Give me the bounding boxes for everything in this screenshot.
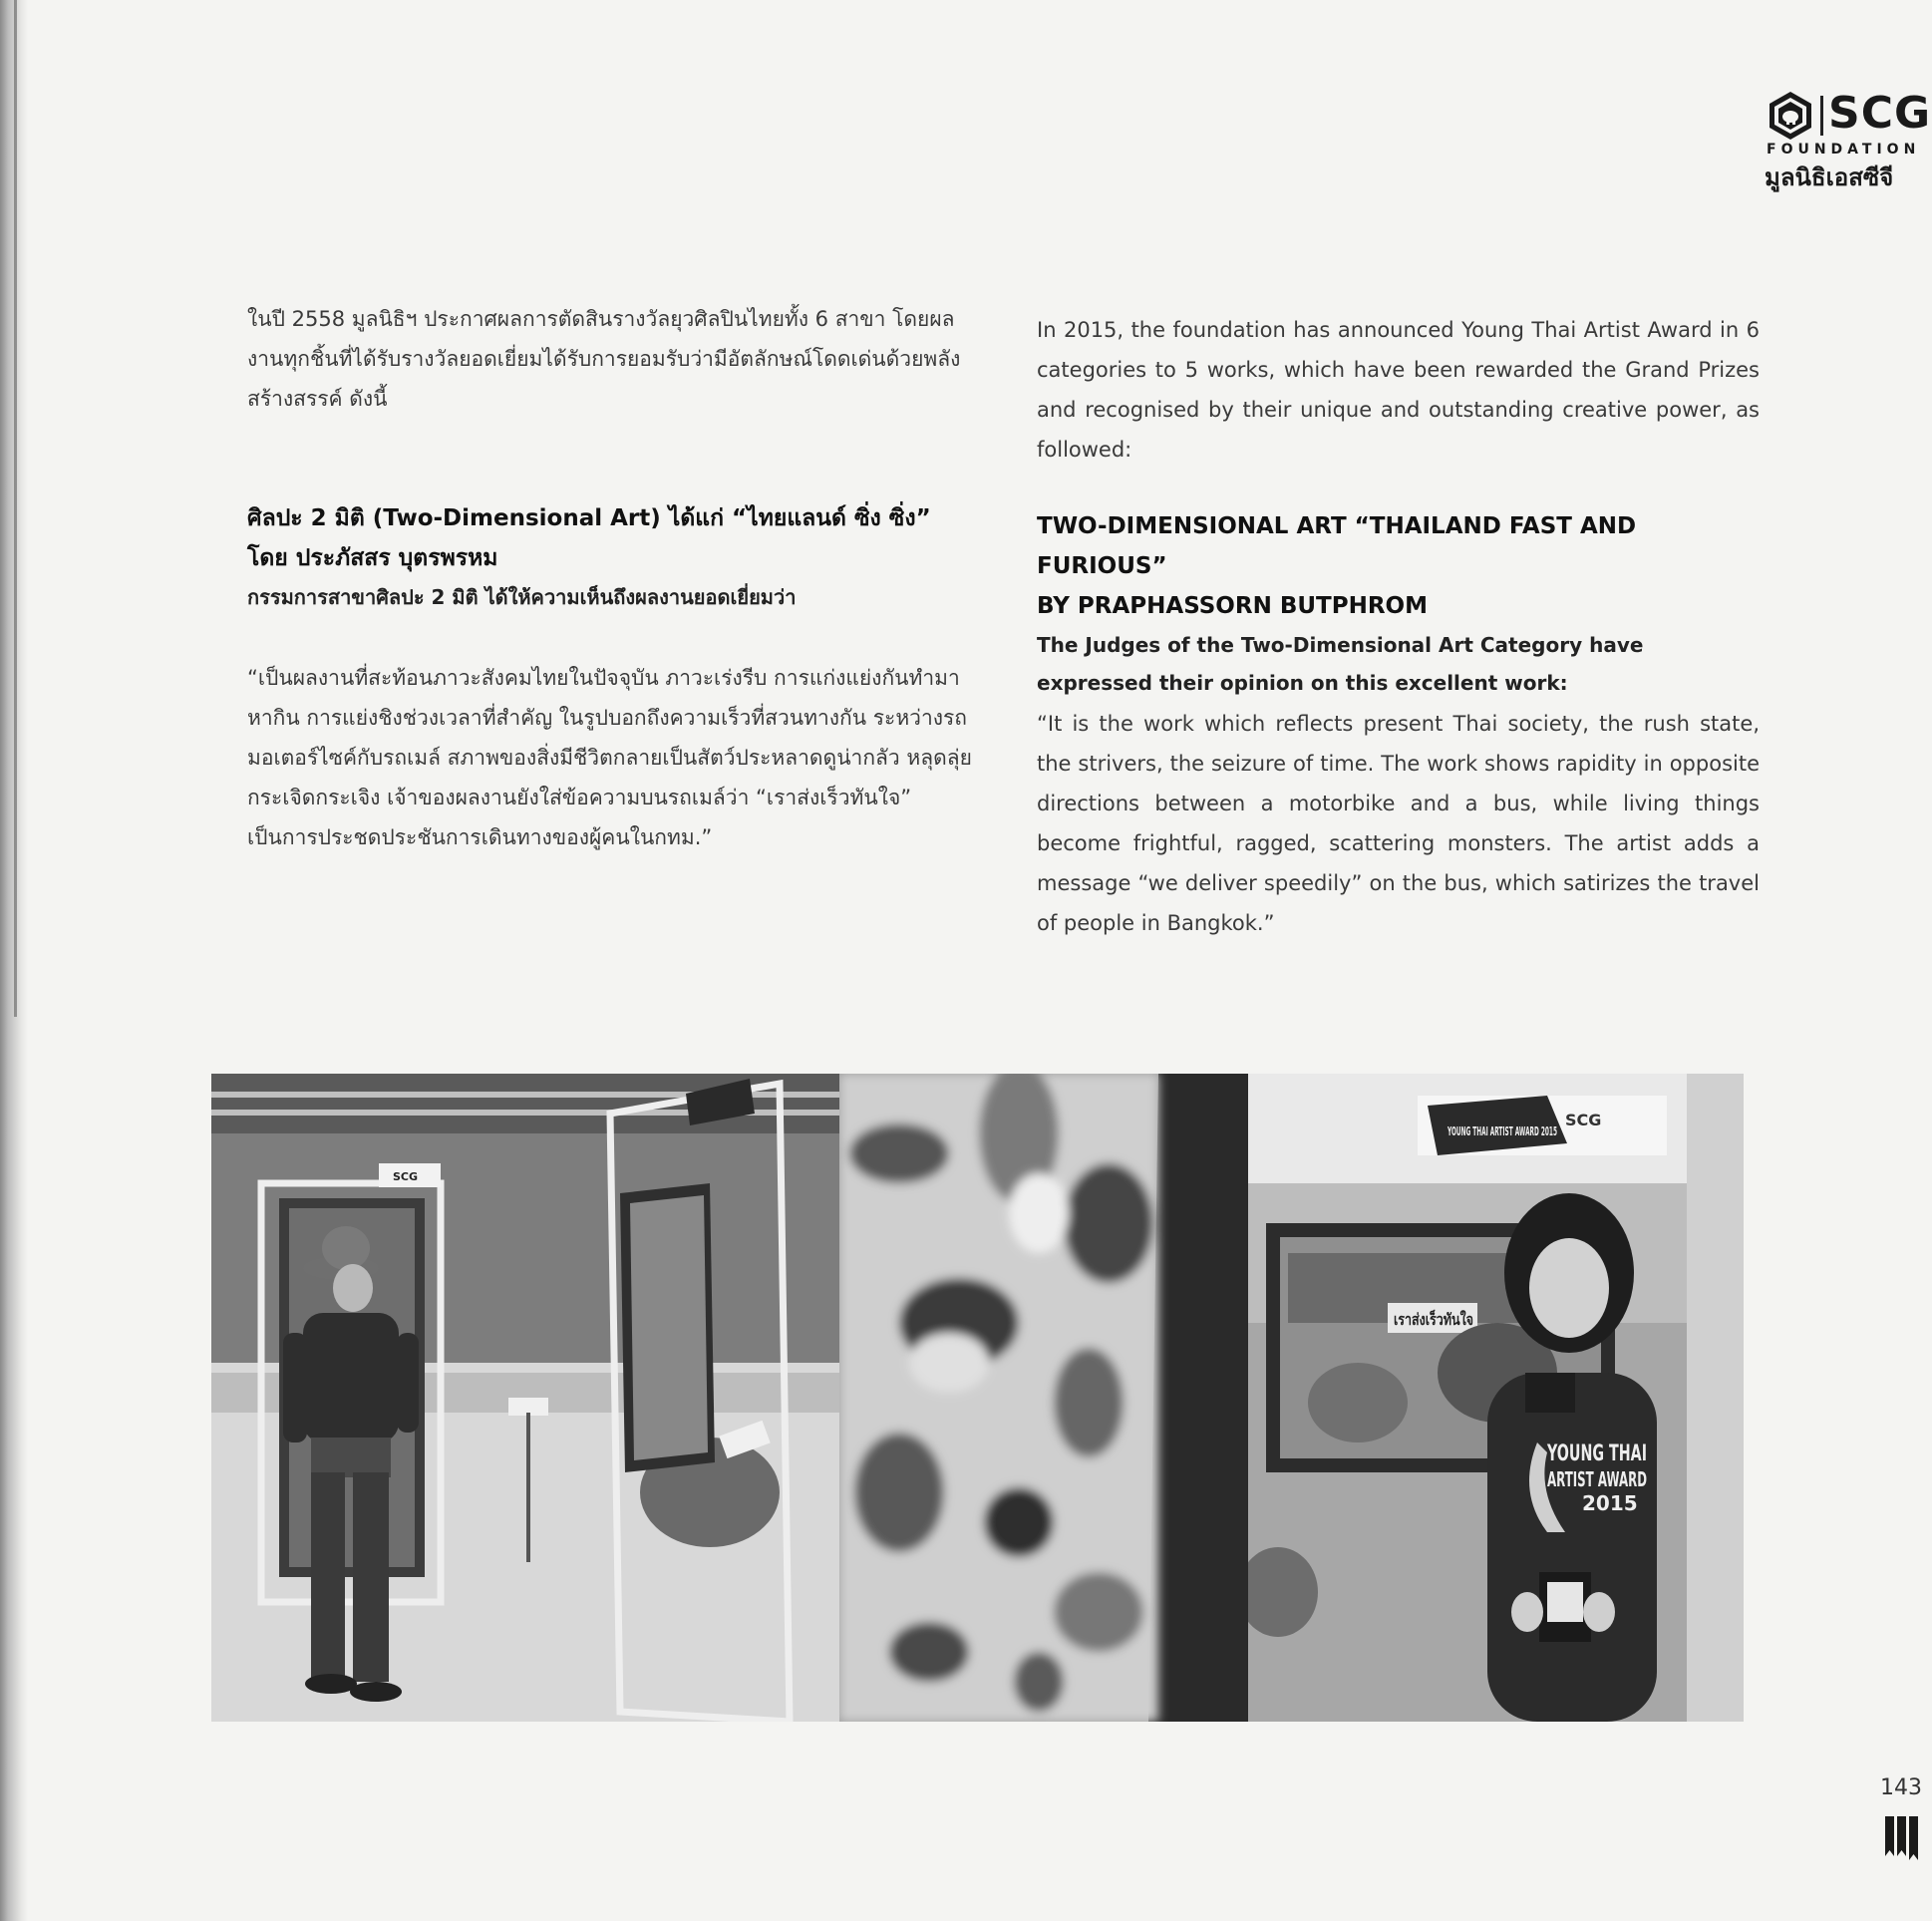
photo-strip: [211, 1074, 1744, 1722]
photo3-shirt-year: 2015: [1582, 1491, 1638, 1515]
english-subheading: The Judges of the Two-Dimensional Art Category have expressed their opinion on this excellent work:: [1037, 633, 1644, 695]
photo-artist-with-award: [1248, 1074, 1744, 1722]
logo-foundation-text: FOUNDATION: [1767, 142, 1921, 158]
english-intro-block: [1037, 310, 1760, 470]
photo3-banner-brand: SCG: [1565, 1111, 1602, 1129]
english-quote-block: [1037, 704, 1760, 943]
english-heading-block: [1037, 506, 1760, 702]
photo3-shirt-line1: YOUNG THAI: [1546, 1441, 1647, 1466]
english-quote-paragraph: “It is the work which reflects present Thai society, the rush state, the strivers, the seizure of time. The work shows rapidity in opposite directions between a motorbike and a bus, while living things become frightful, ragged, scattering monsters. The artist adds a message “we deliver speedily” on the bus, which satirizes the travel of people in Bangkok.”: [1037, 712, 1760, 935]
thai-heading-line2: โดย ประภัสสร บุตรพรหม: [247, 545, 498, 571]
logo-divider: [1820, 96, 1823, 136]
thai-subheading: กรรมการสาขาศิลปะ 2 มิติ ได้ให้ความเห็นถึงผลงานยอดเยี่ยมว่า: [247, 585, 797, 609]
page-number: 143: [1880, 1775, 1922, 1800]
thai-quote-block: [247, 658, 985, 857]
photo-exhibition-visitor: [211, 1074, 839, 1722]
page-corner-mark-icon: [1885, 1816, 1919, 1860]
thai-quote-paragraph: “เป็นผลงานที่สะท้อนภาวะสังคมไทยในปัจจุบัน ภาวะเร่งรีบ การแก่งแย่งกันทำมาหากิน การแย่งชิงช่วงเวลาที่สำคัญ ในรูปบอกถึงความเร็วที่สวนทางกัน ระหว่างรถมอเตอร์ไซค์กับรถเมล์ สภาพของสิ่งมีชีวิตกลายเป็นสัตว์ประหลาดดูน่ากลัว หลุดลุ่ย กระเจิดกระเจิง เจ้าของผลงานยังใส่ข้อความบนรถเมล์ว่า “เราส่งเร็วทันใจ” เป็นการประชดประชันการเดินทางของผู้คนในกทม.”: [247, 666, 972, 849]
logo-scg-text: SCG: [1828, 88, 1932, 139]
thai-heading-line1: ศิลปะ 2 มิติ (Two-Dimensional Art) ได้แก่ “ไทยแลนด์ ซิ่ง ซิ่ง”: [247, 505, 931, 531]
thai-heading-block: [247, 498, 985, 616]
english-intro-paragraph: In 2015, the foundation has announced Young Thai Artist Award in 6 categories to 5 works, which have been rewarded the Grand Prizes and recognised by their unique and outstanding creative power, as followed:: [1037, 318, 1760, 462]
english-heading-line1: TWO-DIMENSIONAL ART “THAILAND FAST AND FURIOUS”: [1037, 513, 1637, 579]
photo1-sign-text: SCG: [393, 1170, 419, 1183]
logo-thai-text: มูลนิธิเอสซีจี: [1765, 163, 1894, 191]
scg-foundation-logo: [1765, 90, 1932, 189]
photo-artwork-closeup: [839, 1074, 1248, 1722]
thai-intro-paragraph: ในปี 2558 มูลนิธิฯ ประกาศผลการตัดสินรางวัลยุวศิลปินไทยทั้ง 6 สาขา โดยผลงานทุกชิ้นที่ได้รับรางวัลยอดเยี่ยมได้รับการยอมรับว่ามีอัตลักษณ์โดดเด่นด้วยพลังสร้างสรรค์ ดังนี้: [247, 307, 961, 411]
spine-edge-line: [14, 0, 17, 1017]
thai-intro-block: [247, 299, 985, 419]
english-heading-line2: BY PRAPHASSORN BUTPHROM: [1037, 593, 1428, 619]
scg-emblem-icon: [1765, 90, 1816, 142]
photo3-shirt-line2: ARTIST AWARD: [1547, 1467, 1647, 1491]
photo3-bus-text: เราส่งเร็วทันใจ: [1394, 1310, 1496, 1329]
photo3-banner-text: YOUNG THAI ARTIST AWARD 2015: [1447, 1124, 1557, 1138]
